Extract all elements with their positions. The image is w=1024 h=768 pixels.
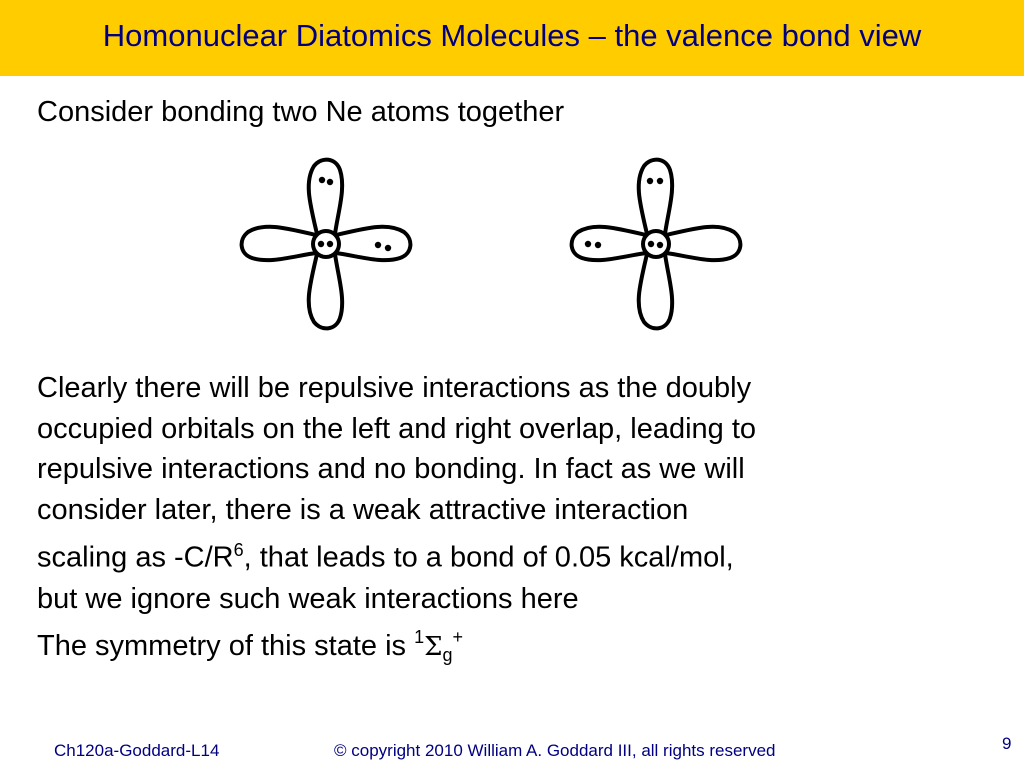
symmetry-prefix: The symmetry of this state is: [37, 630, 415, 662]
ne-atom-left-icon: [242, 160, 411, 329]
intro-text: Consider bonding two Ne atoms together: [37, 96, 565, 128]
orbital-diagram: [230, 152, 760, 342]
footer-copyright: © copyright 2010 William A. Goddard III, all rights reserved: [334, 741, 776, 760]
paragraph-line: [37, 530, 937, 578]
power-superscript: 6: [233, 540, 244, 561]
scaling-text: scaling as -C/R: [37, 542, 234, 575]
spin-multiplicity: 1: [414, 627, 425, 647]
bond-text: , that leads to a bond of 0.05 kcal/mol,: [243, 542, 734, 575]
slide-title: Homonuclear Diatomics Molecules – the valence bond view: [102, 18, 922, 53]
paragraph-line: occupied orbitals on the left and right overlap, leading to: [37, 412, 757, 445]
paragraph-line: Clearly there will be repulsive interactions as the doubly: [37, 372, 752, 404]
title-bar: [0, 0, 1024, 76]
page-number: 9: [1002, 734, 1012, 753]
paragraph-line: consider later, there is a weak attractive interaction: [37, 493, 689, 526]
parity-subscript: g: [442, 645, 453, 665]
paragraph-line: but we ignore such weak interactions here: [37, 582, 579, 615]
paragraph-line: repulsive interactions and no bonding. In fact as we will: [37, 453, 745, 486]
footer-course: Ch120a-Goddard-L14: [54, 741, 220, 760]
sigma-symbol: Σ: [424, 632, 443, 662]
explanation-paragraph: [37, 368, 937, 619]
reflection-superscript: +: [452, 627, 464, 647]
symmetry-statement: [37, 627, 463, 666]
